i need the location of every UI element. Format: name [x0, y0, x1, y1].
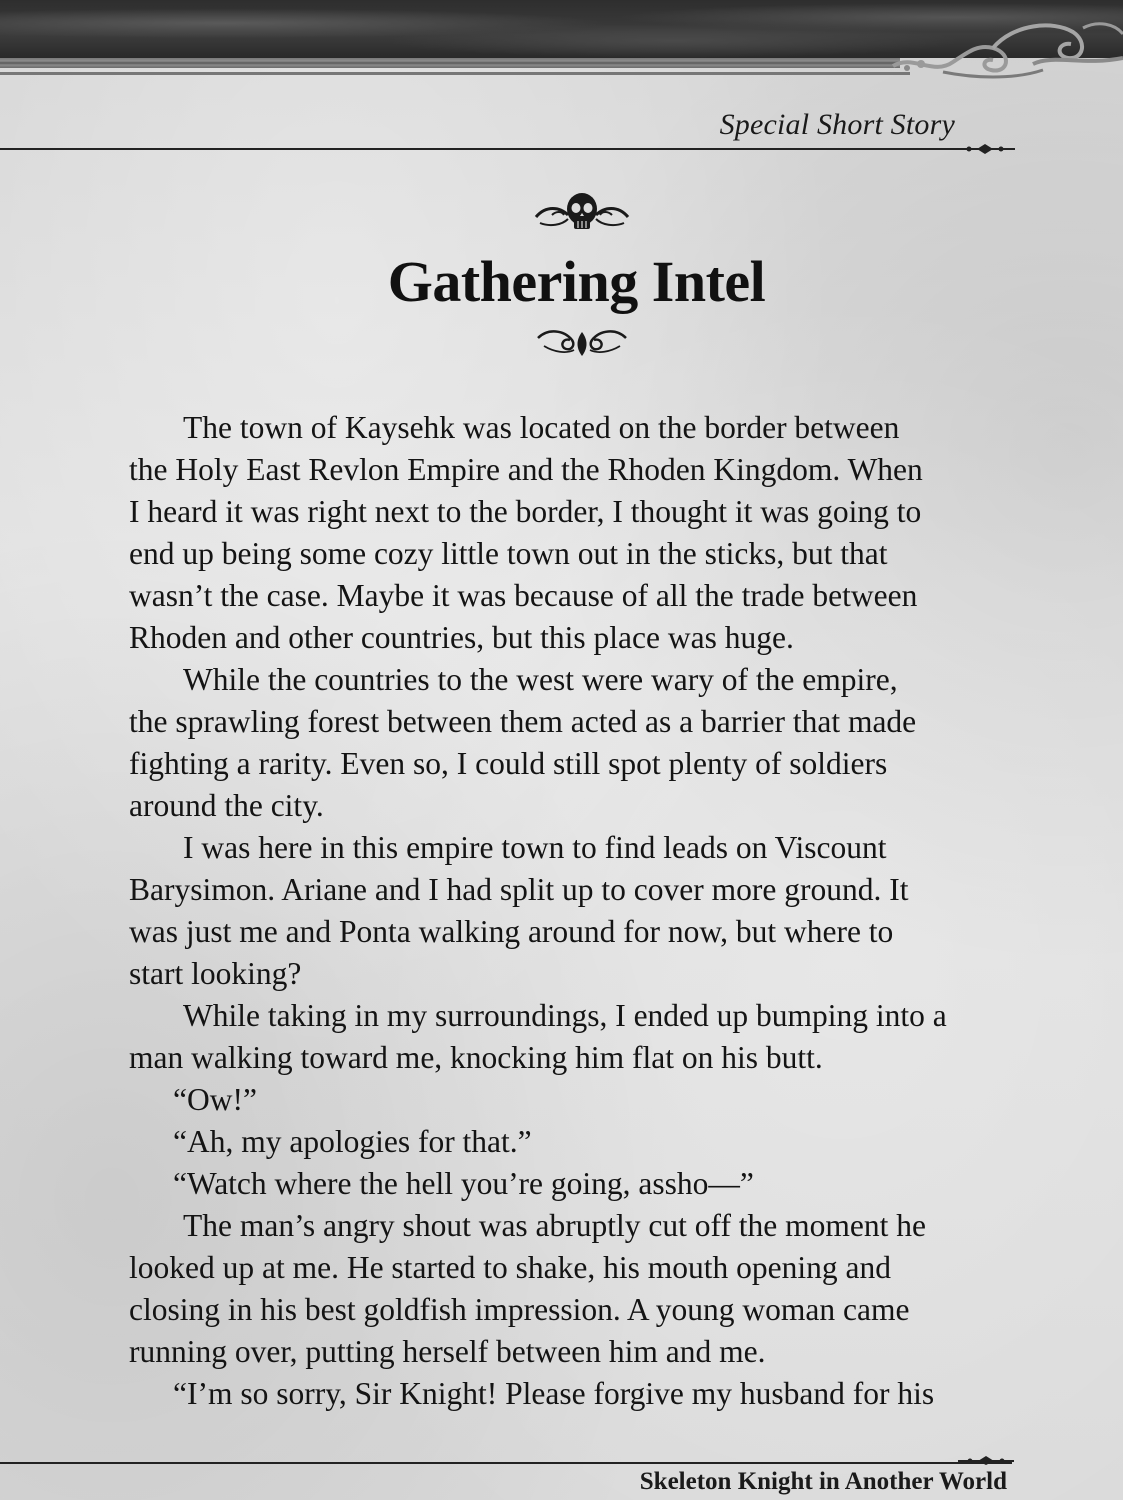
dialogue-line: “Watch where the hell you’re going, assho—” — [173, 1166, 754, 1201]
paragraph: The town of Kaysehk was located on the border between the Holy East Revlon Empire and the Rhoden Kingdom. When I heard it was right next to the border, I thought it was going to end up being some cozy little town out in the sticks, but that wasn’t the case. Maybe it was because of all the trade between Rhoden and other countries, but this place was huge. — [129, 410, 923, 655]
dialogue-line: “Ow!” — [173, 1082, 257, 1117]
skull-crest-icon — [532, 185, 632, 235]
paragraph: While taking in my surroundings, I ended up bumping into a man walking toward me, knocking him flat on his butt. — [129, 998, 947, 1075]
paragraph: While the countries to the west were wary of the empire, the sprawling forest between them acted as a barrier that made fighting a rarity. Even so, I could still spot plenty of soldiers around the city. — [129, 662, 917, 823]
footer-rule — [0, 1462, 1012, 1464]
dialogue-line: “I’m so sorry, Sir Knight! Please forgive my husband for his — [173, 1376, 935, 1411]
section-label: Special Short Story — [719, 108, 955, 141]
flourish-icon — [534, 324, 630, 358]
story-body — [129, 407, 1029, 1415]
top-band-thin-rule — [0, 72, 910, 75]
baroque-scroll-icon — [883, 14, 1123, 84]
top-band-rule — [0, 58, 900, 68]
dialogue-line: “Ah, my apologies for that.” — [173, 1124, 532, 1159]
header-rule — [0, 148, 1010, 150]
chapter-title: Gathering Intel — [387, 249, 766, 314]
book-title-footer: Skeleton Knight in Another World — [639, 1468, 1007, 1495]
rule-end-ornament-icon — [955, 140, 1015, 156]
paragraph: The man’s angry shout was abruptly cut off the moment he looked up at me. He started to shake, his mouth opening and closing in his best goldfish impression. A young woman came running over, putting herself between him and me. — [129, 1208, 927, 1369]
paragraph: I was here in this empire town to find leads on Viscount Barysimon. Ariane and I had split up to cover more ground. It was just me and Ponta walking around for now, but where to start looking? — [129, 830, 909, 991]
